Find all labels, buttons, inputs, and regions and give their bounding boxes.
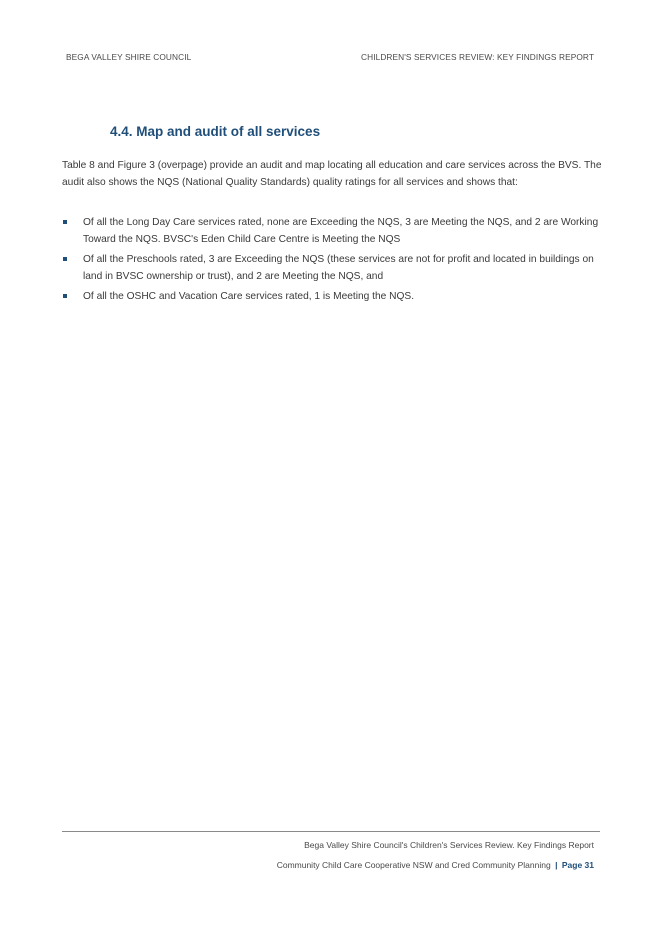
footer-credits bbox=[277, 860, 594, 870]
footer-authors: Community Child Care Cooperative NSW and Cred Community Planning bbox=[276, 860, 551, 870]
header-right: CHILDREN'S SERVICES REVIEW: KEY FINDINGS REPORT bbox=[361, 52, 594, 62]
list-item bbox=[62, 214, 602, 248]
header-left: BEGA VALLEY SHIRE COUNCIL bbox=[66, 52, 192, 62]
bullet-square-icon bbox=[63, 257, 67, 261]
list-item-text: Of all the Long Day Care services rated, none are Exceeding the NQS, 3 are Meeting the NQS, and 2 are Working Toward the NQS. BVSC's Eden Child Care Centre is Meeting the NQS bbox=[83, 217, 599, 245]
list-item bbox=[62, 288, 602, 305]
bullet-square-icon bbox=[63, 294, 67, 298]
list-item bbox=[62, 251, 602, 285]
page-number: Page 31 bbox=[561, 860, 594, 870]
section-heading: 4.4. Map and audit of all services bbox=[110, 124, 321, 139]
page-header bbox=[66, 52, 594, 62]
bullet-square-icon bbox=[63, 220, 67, 224]
findings-list bbox=[62, 214, 602, 308]
list-item-text: Of all the Preschools rated, 3 are Exceeding the NQS (these services are not for profit and located in buildings on land in BVSC ownership or trust), and 2 are Meeting the NQS, and bbox=[83, 254, 594, 282]
footer-separator: | bbox=[555, 860, 558, 870]
intro-paragraph: Table 8 and Figure 3 (overpage) provide an audit and map locating all education and care services across the BVS. The audit also shows the NQS (National Quality Standards) quality ratings for all services and shows that: bbox=[62, 160, 602, 188]
footer-report-title: Bega Valley Shire Council's Children's Services Review. Key Findings Report bbox=[304, 840, 594, 850]
footer-divider bbox=[62, 831, 600, 832]
list-item-text: Of all the OSHC and Vacation Care services rated, 1 is Meeting the NQS. bbox=[83, 291, 415, 302]
